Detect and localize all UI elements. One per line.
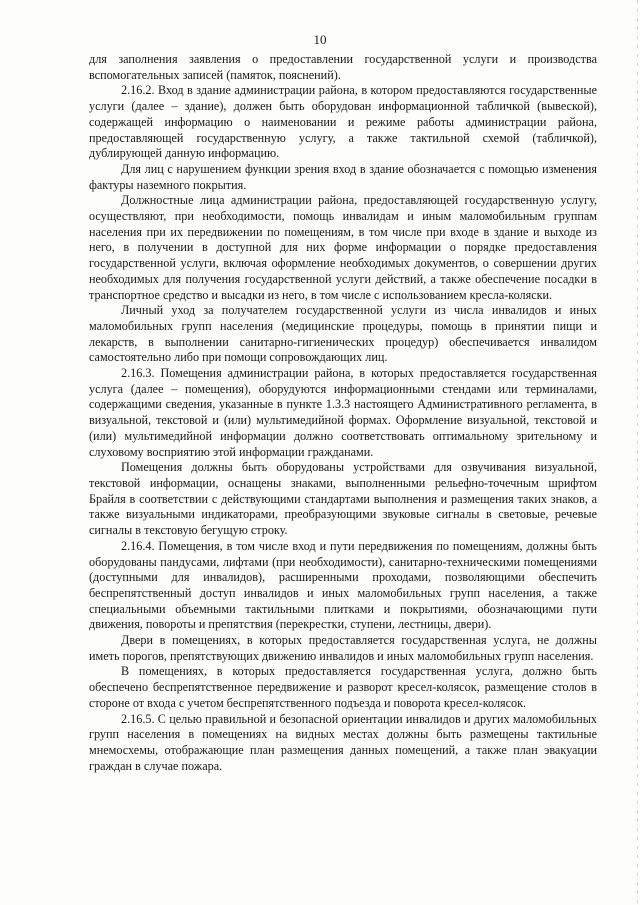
paragraph-2-16-4: 2.16.4. Помещения, в том числе вход и пути передвижения по помещениям, должны быть оборудованы пандусами, лифтами (при необходимости), санитарно-техническими помещениями (доступными для инвалидов), расширенными проходами, позволяющими обеспечить беспрепятственный доступ инвалидов и иных маломобильных групп населения, а также специальными объемными тактильными плитками и покрытиями, обозначающими пути движения, повороты и препятствия (перекрестки, ступени, лестницы, двери).: [89, 538, 597, 632]
document-body: [89, 52, 597, 774]
paragraph-premises-equipment: Помещения должны быть оборудованы устройствами для озвучивания визуальной, текстовой информации, оснащены знаками, выполненными рельефно-точечным шрифтом Брайля в соответствии с действующими стандартами выполнения и размещения таких знаков, а также визуальными индикаторами, преобразующими звуковые сигналы в световые, речевые сигналы в текстовую бегущую строку.: [89, 460, 597, 538]
paragraph-personal-care: Личный уход за получателем государственной услуги из числа инвалидов и иных маломобильных групп населения (медицинские процедуры, помощь в принятии пищи и лекарств, в выполнении санитарно-гигиенических процедур) обеспечивается инвалидом самостоятельно либо при помощи сопровождающих лиц.: [89, 303, 597, 365]
paragraph-vision-impaired-entrance: Для лиц с нарушением функции зрения вход в здание обозначается с помощью изменения фактуры наземного покрытия.: [89, 161, 597, 192]
paragraph-2-16-3: 2.16.3. Помещения администрации района, в которых предоставляется государственная услуга (далее – помещения), оборудуются информационными стендами или терминалами, содержащими сведения, указанные в пункте 1.3.3 настоящего Административного регламента, в визуальной, текстовой и (или) мультимедийной формах. Оформление визуальной, текстовой и (или) мультимедийной информации должно соответствовать оптимальному зрительному и слуховому восприятию этой информации гражданами.: [89, 366, 597, 459]
paragraph-doors: Двери в помещениях, в которых предоставляется государственная услуга, не должны иметь порогов, препятствующих движению инвалидов и иных маломобильных групп населения.: [89, 633, 597, 663]
scan-edge-mark: [637, 0, 638, 905]
paragraph-2-16-2: 2.16.2. Вход в здание администрации района, в котором предоставляются государственные услуги (далее – здание), должен быть оборудован информационной табличкой (вывеской), содержащей информацию о наименовании и режиме работы администрации района, предоставляющей государственную услугу, а также тактильной схемой (табличкой), дублирующей данную информацию.: [89, 83, 597, 161]
paragraph-officials-assistance: Должностные лица администрации района, предоставляющей государственную услугу, осуществляют, при необходимости, помощь инвалидам и иным маломобильным группам населения при их передвижении по помещениям, в том числе при входе в здание и выходе из него, в получении в доступной для них форме информации о порядке предоставления государственной услуги, включая оформление необходимых документов, о совершении других необходимых для получения государственной услуги действий, а также обеспечение посадки в транспортное средство и высадки из него, в том числе с использованием кресла-коляски.: [89, 193, 597, 302]
paragraph-wheelchair-movement: В помещениях, в которых предоставляется государственная услуга, должно быть обеспечено беспрепятственное передвижение и разворот кресел-колясок, размещение столов в стороне от входа с учетом беспрепятственного подъезда и поворота кресел-колясок.: [89, 664, 597, 710]
paragraph-continuation: для заполнения заявления о предоставлении государственной услуги и производства вспомогательных записей (памяток, пояснений).: [89, 52, 597, 82]
page-number: 10: [313, 32, 327, 47]
paragraph-2-16-5: 2.16.5. С целью правильной и безопасной ориентации инвалидов и других маломобильных групп населения в помещениях на видных местах должны быть размещены тактильные мнемосхемы, отображающие план размещения данных помещений, а также план эвакуации граждан в случае пожара.: [89, 711, 597, 773]
